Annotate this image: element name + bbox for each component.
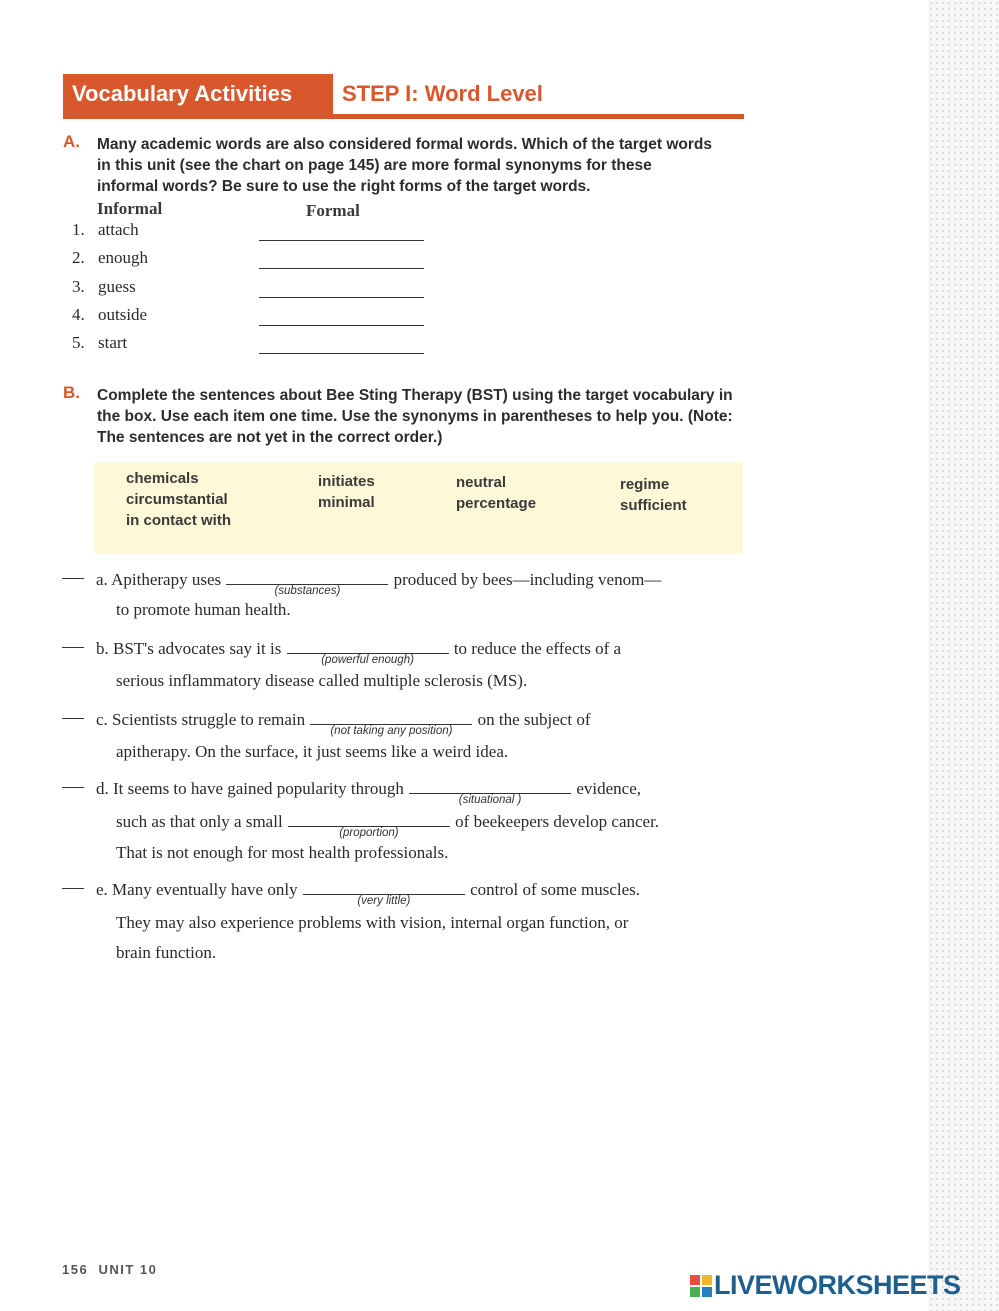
word-box-item: neutral	[456, 474, 507, 491]
hint: (proportion)	[339, 827, 399, 839]
header-rule	[63, 114, 744, 119]
sentence-letter: a.	[96, 570, 108, 589]
word-box-column	[126, 468, 231, 531]
fill-blank[interactable]	[287, 641, 449, 666]
item-word: attach	[98, 220, 139, 239]
header-tag: Vocabulary Activities	[63, 74, 333, 114]
sentence-b: b. BST's advocates say it is (powerful enough) to reduce the effects of a serious inflammatory disease called multiple sclerosis (MS).	[62, 633, 752, 697]
item-number: 4.	[72, 305, 85, 324]
hint: (powerful enough)	[321, 654, 414, 666]
list-item	[72, 220, 432, 244]
fill-blank[interactable]	[226, 572, 388, 597]
word-box-item: regime	[620, 476, 670, 493]
item-number: 1.	[72, 220, 85, 239]
item-word: outside	[98, 305, 148, 324]
header-step: STEP I: Word Level	[342, 81, 543, 106]
word-box-column	[456, 472, 536, 514]
section-header	[63, 74, 744, 120]
order-blank[interactable]	[62, 888, 84, 889]
item-number: 5.	[72, 333, 85, 352]
column-informal: Informal	[97, 199, 163, 218]
fill-blank[interactable]	[303, 882, 465, 907]
sentence-c: c. Scientists struggle to remain (not taking any position) on the subject of apitherapy. On the surface, it just seems like a weird idea.	[62, 704, 752, 768]
word-box-item: circumstantial	[126, 491, 228, 508]
sentence-letter: b.	[96, 639, 109, 658]
fill-blank[interactable]	[409, 781, 571, 806]
fill-blank[interactable]	[310, 712, 472, 737]
page-footer	[62, 1262, 157, 1277]
order-blank[interactable]	[62, 787, 84, 788]
hint: (not taking any position)	[330, 725, 453, 737]
sentence-letter: c.	[96, 710, 108, 729]
hint: (very little)	[357, 895, 411, 907]
word-box-column	[318, 471, 375, 513]
word-box-item: minimal	[318, 494, 375, 511]
column-formal: Formal	[306, 201, 360, 220]
list-item	[72, 277, 432, 301]
sentence-letter: d.	[96, 779, 109, 798]
word-box-column	[620, 474, 687, 516]
logo-grid-icon	[690, 1275, 712, 1297]
word-box-item: chemicals	[126, 470, 199, 487]
answer-blank[interactable]	[259, 325, 424, 326]
sentence-d: d. It seems to have gained popularity through (situational ) evidence, such as that only a small (proportion) of beekeepers develop cancer. That is not enough for most health professionals.	[62, 773, 752, 869]
unit-label: UNIT 10	[98, 1262, 158, 1277]
answer-blank[interactable]	[259, 268, 424, 269]
item-word: start	[98, 333, 128, 352]
list-item	[72, 305, 432, 329]
logo-text: LIVEWORKSHEETS	[714, 1270, 961, 1300]
order-blank[interactable]	[62, 647, 84, 648]
sentence-a: a. Apitherapy uses (substances) produced by bees—including venom— to promote human health.	[62, 564, 752, 628]
fill-blank[interactable]	[288, 814, 450, 839]
answer-blank[interactable]	[259, 240, 424, 241]
list-item	[72, 248, 432, 272]
list-item	[72, 333, 432, 357]
word-box-item: sufficient	[620, 497, 687, 514]
page-number: 156	[62, 1262, 89, 1277]
section-a-letter: A.	[63, 132, 80, 151]
item-number: 3.	[72, 277, 85, 296]
order-blank[interactable]	[62, 718, 84, 719]
word-box	[94, 462, 743, 554]
word-box-item: in contact with	[126, 512, 231, 529]
sentence-e: e. Many eventually have only (very little) control of some muscles. They may also experience problems with vision, internal organ function, or brain function.	[62, 874, 752, 970]
section-a-instructions: Many academic words are also considered formal words. Which of the target words in this unit (see the chart on page 145) are more formal synonyms for these informal words? Be sure to use the right forms of the target words.	[97, 136, 712, 195]
section-b-instructions: Complete the sentences about Bee Sting Therapy (BST) using the target vocabulary in the box. Use each item one time. Use the synonyms in parentheses to help you. (Note: The sentences are not yet in the correct order.)	[97, 387, 733, 446]
sentence-letter: e.	[96, 880, 108, 899]
order-blank[interactable]	[62, 578, 84, 579]
hint: (situational )	[458, 794, 522, 806]
hint: (substances)	[274, 585, 341, 597]
answer-blank[interactable]	[259, 353, 424, 354]
page-margin-dots	[928, 0, 999, 1311]
answer-blank[interactable]	[259, 297, 424, 298]
item-word: guess	[98, 277, 136, 296]
word-box-item: initiates	[318, 473, 375, 490]
item-word: enough	[98, 248, 149, 267]
section-b-letter: B.	[63, 383, 80, 402]
word-box-item: percentage	[456, 495, 537, 512]
item-number: 2.	[72, 248, 85, 267]
